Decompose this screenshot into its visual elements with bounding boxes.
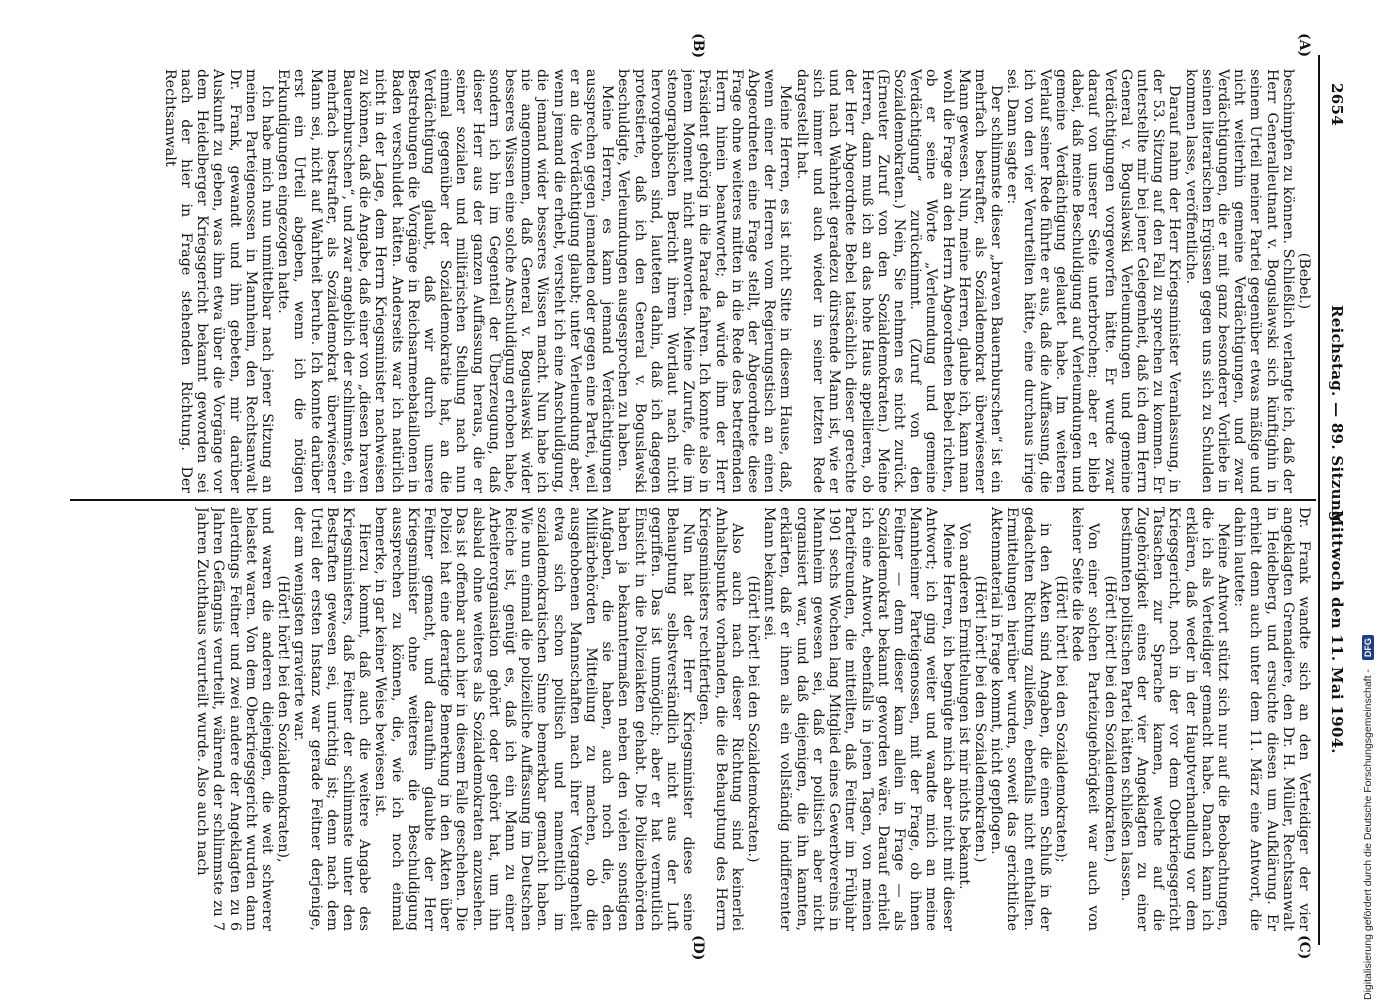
dfg-logo: DFG xyxy=(1362,635,1374,660)
paragraph: beschimpfen zu können. Schließlich verlangte ich, daß der Herr Generalleutnant v. Boguslawski sich künftighin in seinem Urteil meiner Partei gegenüber etwas mäßige und nicht weiterhin gemeine Verdächtigungen, und zwar Verdächtigungen, die er mit ganz besonderer Vorliebe in seinen literarischen Ergüssen gegen uns sich zu Schulden kommen lasse, veröffentliche. xyxy=(1182,69,1296,493)
paragraph: Also auch nach dieser Richtung sind keinerlei Anhaltspunkte vorhanden, die die Behauptung des Herrn Kriegsministers rechtfertigen. xyxy=(696,507,745,931)
margin-mark-a: (A) xyxy=(1296,33,1312,58)
page-number: 2654 xyxy=(1328,83,1346,126)
right-column xyxy=(72,507,1312,931)
header-rule xyxy=(1318,55,1320,945)
interjection: (Hört! hört! bei den Sozialdemokraten.) xyxy=(1101,575,1118,863)
session-title: Reichstag. — 89. Sitzung. xyxy=(1328,305,1346,528)
quotation: Der schlimmste dieser „braven Bauernburschen“ ist ein mehrfach bestrafter, als Sozialdemokrat überwiesener Mann gewesen. Nun, meine Herren, glaube ich, kann man wohl die Frage an den Herrn Abgeordneten Bebel richten, ob er seine Worte „Verleumdung und gemeine Verdächtigung“ zurücknimmt. (Zuruf von den Sozialdemokraten.) Nein, Sie nehmen es nicht zurück. (Erneuter Zuruf von den Sozialdemokraten.) Meine Herren, dann muß ich an das hohe Haus appellieren, ob der Herr Abgeordnete Bebel tatsächlich dieser gerechte und nach Wahrheit geradezu dürstende Mann ist, wie er sich immer und auch wieder in seiner letzten Rede dargestellt hat. xyxy=(793,69,1005,493)
quotation: Von einer solchen Parteizugehörigkeit war auch von keiner Seite die Rede xyxy=(1069,507,1102,931)
paragraph: und waren die anderen diejenigen, die weit schwerer belastet waren. Von dem Oberkriegsgericht wurden dann allerdings Feitner und zwei andere der Angeklagten zu 6 Jahren Gefängnis verurteilt, während der schlimmste zu 7 Jahren Zuchthaus verurteilt wurde. Also auch nach xyxy=(194,507,275,931)
interjection: (Hört! hört! bei den Sozialdemokraten), xyxy=(275,575,292,863)
paragraph: Nun hat der Herr Kriegsminister diese seine Behauptung selbstverständlich nicht aus der Luft gegriffen. Das ist unmöglich; aber er hat vermutlich Einsicht in die Polizeiakten gehabt. Die Polizeibehörden haben ja bekanntermaßen neben den vielen sonstigen Aufgaben, die sie haben, auch noch die, den Militärbehörden Mitteilung zu machen, ob die ausgehobenen Mannschaften nach ihrer Vergangenheit etwa sich schon politisch und namentlich im sozialdemokratischen Sinne bemerkbar gemacht haben. Wie nun einmal die polizeiliche Auffassung im Deutschen Reiche ist, genügt es, daß ich ein Mann zu einer Arbeiterorganisation gehört oder gehört hat, um ihn alsbald ohne weiteres als Sozialdemokraten anzusehen. Das ist offenbar auch hier in diesem Falle geschehen. Die Polizei hat eine derartige Bemerkung in den Akten über Feitner gemacht, und daraufhin glaubte der Herr Kriegsminister ohne weiteres die Beschuldigung aussprechen zu können, die, wie ich noch einmal bemerke, in gar keiner Weise bewiesen ist. xyxy=(372,507,697,931)
digitization-text: Digitalisierung gefördert durch die Deutsche Forschungsgemeinschaft - xyxy=(1362,669,1374,1000)
paragraph: Hierzu kommt, daß auch die weitere Angabe des Kriegsministers, daß Feitner der schlimmste unter den Bestraften gewesen sei, unrichtig ist; denn nach dem Urteil der ersten Instanz war gerade Feitner derjenige, der am wenigsten gravierte war. xyxy=(291,507,373,931)
paragraph: Ich habe mich nun unmittelbar nach jener Sitzung an meinen Parteigenossen in Mannheim, den Rechtsanwalt Dr. Frank, gewandt und ihn gebeten, mir darüber Auskunft zu geben, was ihm etwa über die Vorgänge vor dem Heidelberger Kriegsgericht bekannt geworden sei nach der hier in Frage stehenden Richtung. Der Rechtsanwalt xyxy=(161,69,275,493)
speaker-name: (Bebel.) xyxy=(1296,252,1312,310)
quotation: Meine Antwort stützt sich nur auf die Beobachtungen, die ich als Verteidiger gemacht habe. Danach kann ich erklären, daß weder in der Hauptverhandlung vor dem Kriegsgericht, noch in der vor dem Oberkriegsgericht Tatsachen zur Sprache kamen, welche auf die Zugehörigkeit eines der vier Angeklagten zu einer bestimmten politischen Partei hätten schließen lassen. xyxy=(1117,507,1231,931)
session-date: Mittwoch den 11. Mai 1904. xyxy=(1328,510,1346,754)
interjection: (Hört! hört! bei den Sozialdemokraten.) xyxy=(745,575,762,863)
paragraph: Darauf nahm der Herr Kriegsminister Veranlassung, in der 53. Sitzung auf den Fall zu sprechen zu kommen. Er unterstellte mir bei jener Gelegenheit, daß ich dem Herrn General v. Boguslawski Verleumdungen und gemeine Verdächtigungen vorgeworfen hätte. Er wurde zwar darauf von unserer Seite unterbrochen; aber er blieb dabei, daß meine Beschuldigung auf Verleumdungen und gemeine Verdächtigung gelautet habe. Im weiteren Verlauf seiner Rede führte er aus, daß die Auffassung, die ich von den vier Verurteilten hätte, eine durchaus irrige sei. Dann sagte er: xyxy=(1004,69,1183,493)
page-header xyxy=(1322,55,1346,945)
reichstag-page xyxy=(56,33,1346,961)
margin-mark-c: (C) xyxy=(1296,935,1312,960)
margin-mark-d: (D) xyxy=(690,935,706,961)
margin-mark-b: (B) xyxy=(690,33,706,59)
paragraph: Dr. Frank wandte sich an den Verteidiger der vier angeklagten Grenadiere, den Dr. H. Müller, Rechtsanwalt in Heidelberg, und ersuchte diesen um Aufklärung. Er erhielt denn auch unter dem 11. März eine Antwort, die dahin lautete: xyxy=(1231,507,1312,931)
quotation: Von anderen Ermittelungen ist mir nichts bekannt. xyxy=(955,523,972,890)
interjection: (Hört! hört! bei den Sozialdemokraten.) xyxy=(971,575,988,863)
quotation: in den Akten sind Angaben, die einen Schluß in der gedachten Richtung zuließen, ebenfalls nicht enthalten. Ermittelungen hierüber wurden, soweit das gerichtliche Aktenmaterial in Frage kommt, nicht gepflogen. xyxy=(988,507,1053,931)
column-divider xyxy=(70,499,1316,501)
paragraph: Meine Herren, es kann jemand Verdächtigungen aussprechen gegen jemanden oder gegen eine Partei, weil er an die Verdächtigung glaubt; unter Verleumdung aber, wenn jemand die erhebt, versteht ich eine Anschuldigung, die jemand wider besseres Wissen macht. Nun habe ich nie angenommen, daß General v. Boguslawski wider besseres Wissen eine solche Anschuldigung erhoben habe, sondern ich bin im Gegenteil der Überzeugung, daß dieser Herr aus der ganzen Auffassung heraus, die er seiner sozialen und militärischen Stellung nach nun einmal gegenüber der Sozialdemokratie hat, an die Verdächtigung glaubt, daß wir durch unsere Bestrebungen die Vorgänge in Reichsarmeebataillonen in Baden verschuldet hätten. Anderseits war ich natürlich nicht in der Lage, dem Herrn Kriegsminister nachweisen zu können, daß die Angabe, daß einer von „diesen braven Bauernburschen“, und zwar angeblich der schlimmste, ein mehrfach bestrafter, als Sozialdemokrat überwiesener Mann sei, nicht auf Wahrheit beruhe. Ich konnte darüber erst ein Urteil abgeben, wenn ich die nötigen Erkundigungen eingezogen hatte. xyxy=(275,69,616,493)
digitization-notice xyxy=(1362,0,1374,1000)
paragraph: Meine Herren, es ist nicht Sitte in diesem Hause, daß, wenn einer der Herren vom Regierungstisch an einen Abgeordneten eine Frage stellt, der Abgeordnete diese Frage ohne weiteres mitten in die Rede des betreffenden Herrn hinein beantwortet; da würde ihm der Herr Präsident gehörig in die Parade fahren. Ich konnte also in jenem Moment nicht antworten. Meine Zurufe, die im stenographischen Bericht ihrem Wortlaut nach nicht hervorgehoben sind, lauteten dahin, daß ich dagegen protestierte, daß ich den General v. Boguslawski beschuldigte, Verleumdungen ausgesprochen zu haben. xyxy=(615,69,794,493)
left-column xyxy=(72,69,1312,493)
paragraph: Meine Herren, ich begnügte mich aber nicht mit dieser Antwort; ich ging weiter und wandte mich an meine Mannheimer Parteigenossen, mit der Frage, ob ihnen Feitner — denn dieser kam allein in Frage — als Sozialdemokrat bekannt geworden wäre. Darauf erhielt ich eine Antwort, ebenfalls in jenen Tagen, von meinen Parteifreunden, die mitteilten, daß Feitner im Frühjahr 1901 sechs Wochen lang Mitglied eines Gewerbvereins in Mannheim gewesen sei, daß er politisch aber nicht organisiert war, und daß diejenigen, die ihn kannten, erklärten, daß er ihnen als ein vollständig indifferenter Mann bekannt sei. xyxy=(761,507,956,931)
interjection: (Hört! hört! bei den Sozialdemokraten); xyxy=(1052,575,1069,863)
